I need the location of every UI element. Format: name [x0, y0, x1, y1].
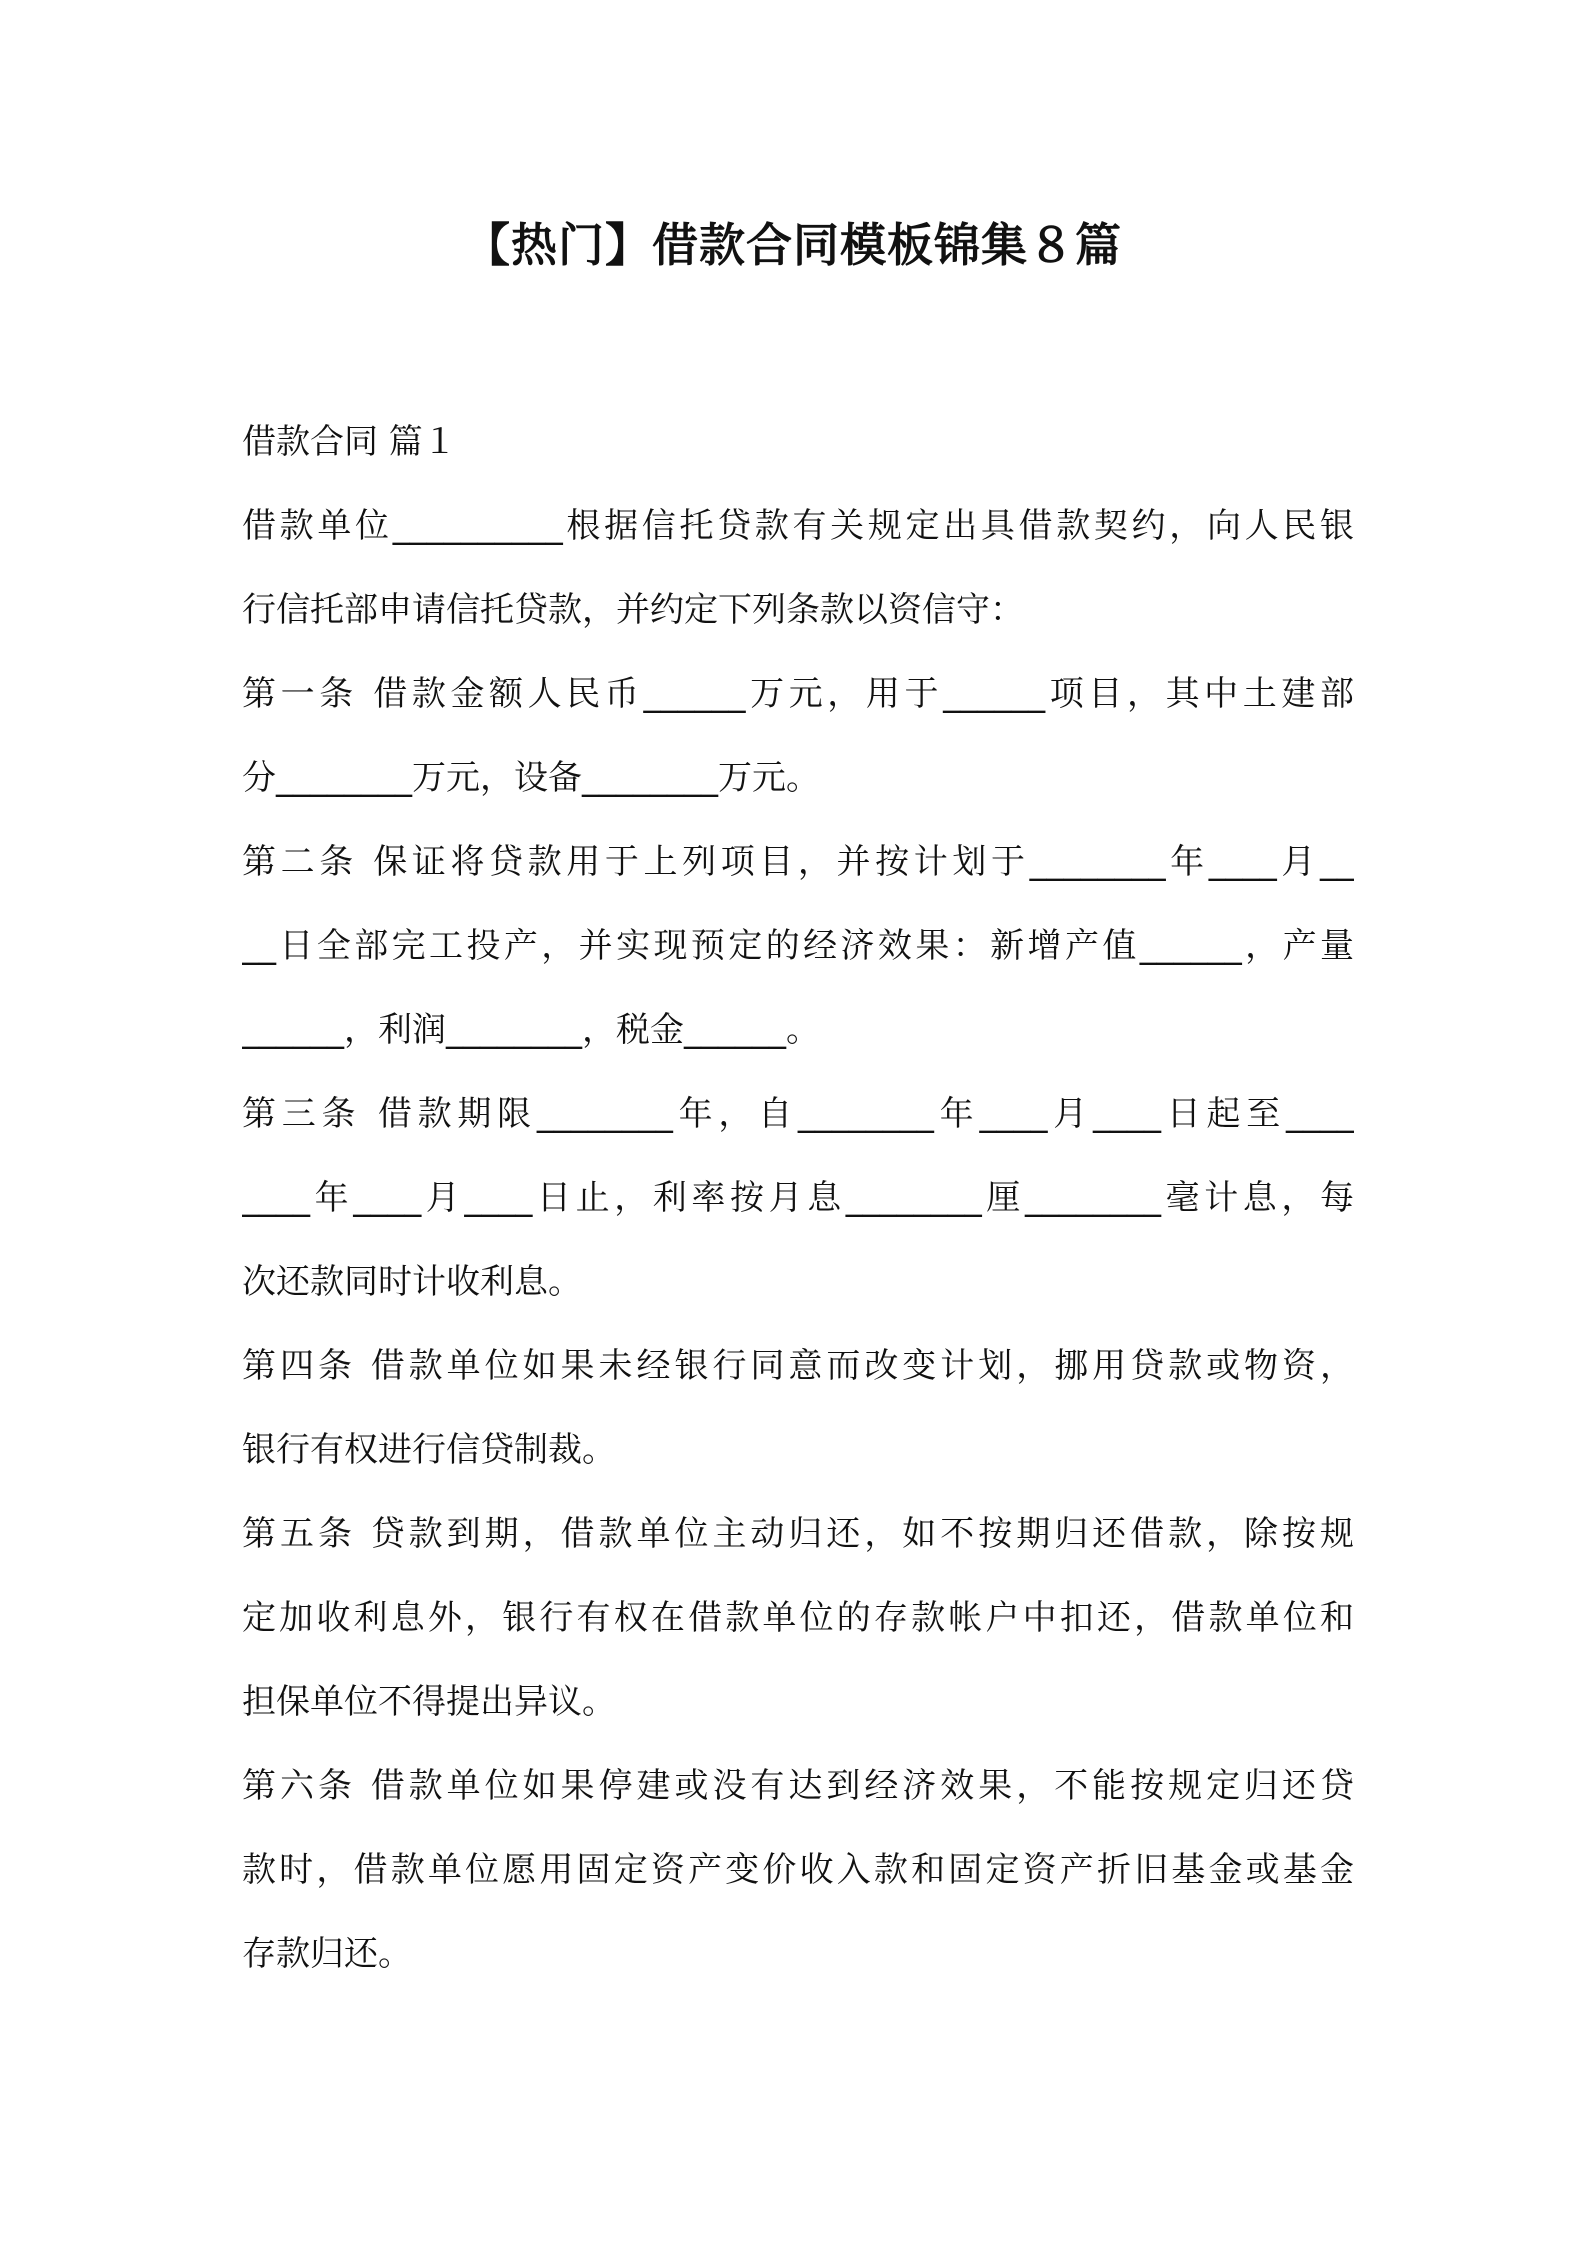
body-line: 存款归还。 — [242, 1934, 412, 1974]
body-line: ____年____月____日止，利率按月息________厘________毫计息，每 — [242, 1178, 1354, 1218]
body-line: 分________万元，设备________万元。 — [242, 758, 820, 798]
section-heading: 借款合同 篇１ — [242, 422, 457, 462]
body-line: 第二条 保证将贷款用于上列项目，并按计划于________年____月__ — [242, 842, 1354, 882]
body-line: 定加收利息外，银行有权在借款单位的存款帐户中扣还，借款单位和 — [242, 1598, 1354, 1638]
body-line: 第三条 借款期限________年，自________年____月____日起至____ — [242, 1094, 1354, 1134]
body-line: 第五条 贷款到期，借款单位主动归还，如不按期归还借款，除按规 — [242, 1514, 1354, 1554]
body-line: ______，利润________，税金______。 — [242, 1010, 820, 1050]
body-line: 次还款同时计收利息。 — [242, 1262, 582, 1302]
body-line: 第六条 借款单位如果停建或没有达到经济效果，不能按规定归还贷 — [242, 1766, 1354, 1806]
document-body — [242, 400, 1354, 1996]
body-line: 行信托部申请信托贷款，并约定下列条款以资信守： — [242, 590, 1024, 630]
body-line: 第一条 借款金额人民币______万元，用于______项目，其中土建部 — [242, 674, 1354, 714]
body-line: 借款单位__________根据信托贷款有关规定出具借款契约，向人民银 — [242, 506, 1354, 546]
body-line: 银行有权进行信贷制裁。 — [242, 1430, 616, 1470]
body-line: __日全部完工投产，并实现预定的经济效果：新增产值______，产量 — [242, 926, 1354, 966]
body-line: 款时，借款单位愿用固定资产变价收入款和固定资产折旧基金或基金 — [242, 1850, 1354, 1890]
body-line: 担保单位不得提出异议。 — [242, 1682, 616, 1722]
body-line: 第四条 借款单位如果未经银行同意而改变计划，挪用贷款或物资， — [242, 1346, 1354, 1386]
document-title: 【热门】借款合同模板锦集８篇 — [464, 218, 1122, 272]
